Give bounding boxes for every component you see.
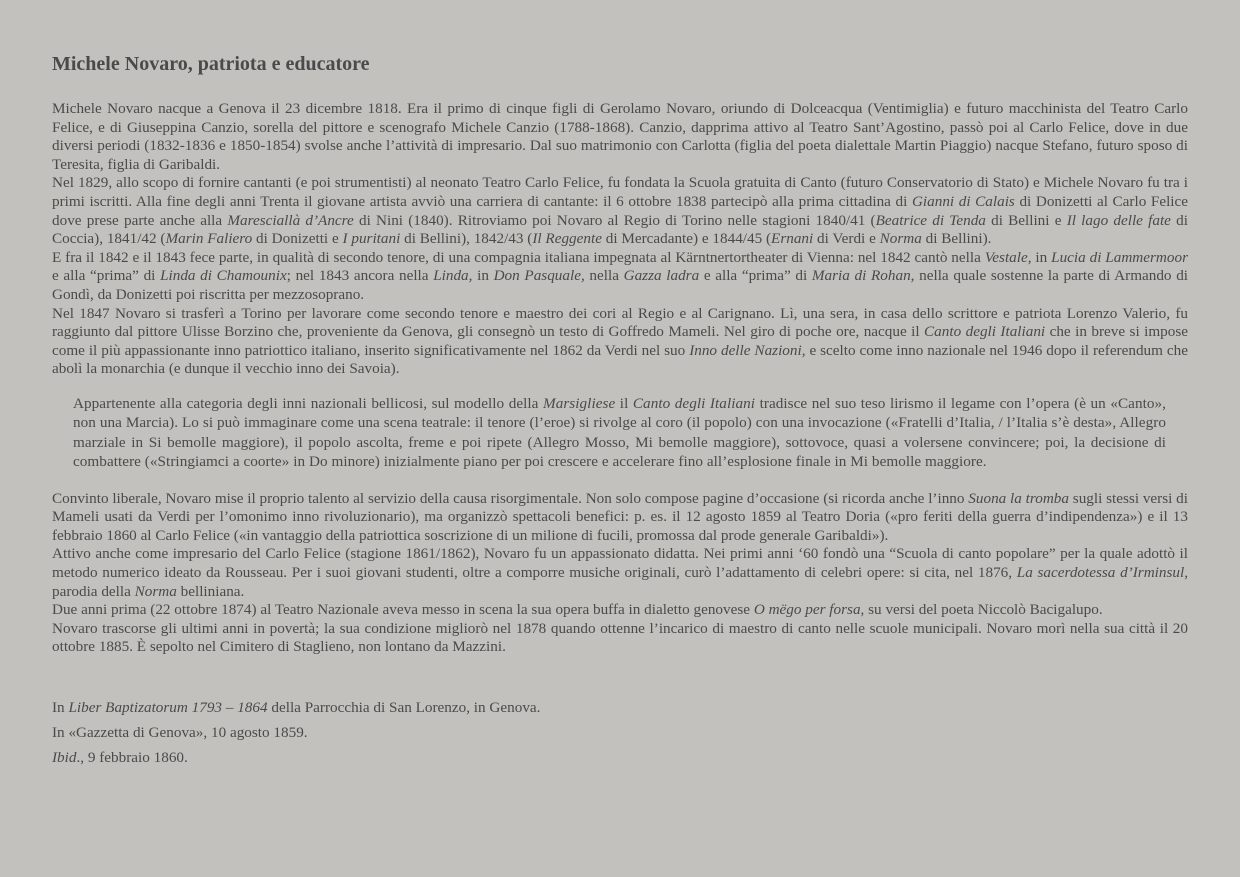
italic-text: Il Reggente <box>532 230 602 248</box>
italic-text: Marin Faliero <box>165 230 253 248</box>
text-run: Nel 1847 Novaro si trasferì a Torino per lavorare come secondo tenore e maestro dei cori al Regio e al Carignano. Lì, una sera, in casa dello scrittore e patriota Lorenzo Valerio, fu raggiunto dal pittore Ulisse Borzino che, proveniente da Genova, gli consegnò un testo di Goffredo Mameli. Nel giro di poche ore, nacque il <box>52 304 1188 341</box>
text-run: Novaro trascorse gli ultimi anni in povertà; la sua condizione migliorò nel 1878 quando ottenne l’incarico di maestro di canto nelle scuole municipali. Novaro morì nella sua città il 20 ottobre 1885. È sepolto nel Cimitero di Staglieno, non lontano da Mazzini. <box>52 619 1188 656</box>
footnote <box>52 720 1188 745</box>
text-run: Appartenente alla categoria degli inni nazionali bellicosi, sul modello della <box>73 394 543 412</box>
text-run: In «Gazzetta di Genova», 10 agosto 1859. <box>52 723 308 741</box>
text-run: Michele Novaro nacque a Genova il 23 dicembre 1818. Era il primo di cinque figli di Gerolamo Novaro, oriundo di Dolceacqua (Ventimiglia) e futuro macchinista del Teatro Carlo Felice, e di Giuseppina Canzio, sorella del pittore e scenografo Michele Canzio (1788-1868). Canzio, dapprima attivo al Teatro Sant’Agostino, passò poi al Carlo Felice, dove in due diversi periodi (1832-1836 e 1850-1854) svolse anche l’attività di impresario. Dal suo matrimonio con Carlotta (figlia del poeta dialettale Martin Piaggio) nacque Stefano, futuro sposo di Teresita, figlia di Garibaldi. <box>52 100 1188 173</box>
italic-text: La sacerdotessa d’Irminsul <box>1016 563 1185 581</box>
italic-text: Lucia di Lammermoor <box>1051 248 1188 266</box>
italic-text: Norma <box>134 582 177 600</box>
block-quote <box>73 394 1166 472</box>
paragraph <box>52 490 1188 546</box>
footnote <box>52 695 1188 720</box>
italic-text: Ernani <box>771 230 814 248</box>
text-run: ., 9 febbraio 1860. <box>76 748 188 766</box>
text-run: nella <box>584 267 624 285</box>
text-run: di Nini (1840). Ritroviamo poi Novaro al Regio di Torino nelle stagioni 1840/41 ( <box>353 211 876 229</box>
text-run: di Bellini e <box>985 211 1067 229</box>
text-run: ; nel 1843 ancora nella <box>286 267 434 285</box>
text-run: di Bellini). <box>921 230 992 248</box>
text-run: Attivo anche come impresario del Carlo Felice (stagione 1861/1862), Novaro fu un appassionato didatta. Nei primi anni ‘60 fondò una “Scuola di canto popolare” per la quale adottò il metodo numerico ideato da Rousseau. Per i suoi giovani studenti, oltre a comporre musiche originali, curò l’adattamento di celebri opere: si cita, nel 1876, <box>52 545 1188 581</box>
paragraph <box>52 174 1188 248</box>
italic-text: Gianni di Calais <box>911 192 1015 210</box>
italic-text: Canto degli Italiani <box>924 323 1046 341</box>
text-run: , parodia della <box>52 563 1188 600</box>
quote-paragraph <box>73 394 1166 472</box>
body-bottom <box>52 490 1188 657</box>
paragraph <box>52 100 1188 174</box>
italic-text: I puritani <box>342 230 401 248</box>
italic-text: O mëgo per forsa <box>753 601 861 619</box>
italic-text: Vestale, <box>984 248 1032 266</box>
italic-text: Norma <box>879 230 922 248</box>
text-run: della Parrocchia di San Lorenzo, in Genova. <box>267 698 541 716</box>
paragraph <box>52 545 1188 601</box>
text-run: sugli stessi versi di Mameli usati da Verdi per l’omonimo inno rivoluzionario), ma organizzò spettacoli benefici: p. es. il 12 agosto 1859 al Teatro Doria («pro feriti della guerra d’indipendenza») e il 13 febbraio 1860 al Carlo Felice («in vantaggio della patriottica soscrizione di un milione di fucili, promossa dal prode generale Garibaldi»). <box>52 489 1188 544</box>
italic-text: Maresciallà d’Ancre <box>227 211 354 229</box>
text-run: Due anni prima (22 ottobre 1874) al Teatro Nazionale aveva messo in scena la sua opera buffa in dialetto genovese <box>52 601 754 619</box>
italic-text: Canto degli Italiani <box>632 394 756 412</box>
italic-text: Il lago delle fate <box>1066 211 1171 229</box>
italic-text: Marsigliese <box>543 394 616 412</box>
text-run: di Bellini), 1842/43 ( <box>400 230 533 248</box>
text-run: in <box>472 267 494 285</box>
text-run: il <box>615 394 633 412</box>
text-run: in <box>1031 248 1052 266</box>
text-run: di Coccia), 1841/42 ( <box>52 211 1188 248</box>
text-run: , e scelto come inno nazionale nel 1946 dopo il referendum che abolì la monarchia (e dunque il vecchio inno dei Savoia). <box>52 341 1188 378</box>
text-run: che in breve si impose come il più appassionante inno patriottico italiano, inserito significativamente nel 1862 da Verdi nel suo <box>52 323 1188 359</box>
paragraph <box>52 249 1188 305</box>
italic-text: Ibid <box>52 748 77 766</box>
text-run: E fra il 1842 e il 1843 fece parte, in qualità di secondo tenore, di una compagnia italiana impegnata al Kärntnertortheater di Vienna: nel 1842 cantò nella <box>52 248 985 266</box>
italic-text: Gazza ladra <box>623 267 700 285</box>
text-run: di Donizetti al Carlo Felice dove prese parte anche alla <box>52 192 1189 229</box>
paragraph <box>52 620 1188 657</box>
text-run: di Verdi e <box>813 230 880 248</box>
text-run: tradisce nel suo teso lirismo il legame con l’opera (è un «Canto», non una Marcia). Lo si può immaginare come una scena teatrale: il tenore (l’eroe) si rivolge al coro (il popolo) con una invocazione («Fratelli d’Italia, / l’Italia s’è desta», Allegro marziale in Si bemolle maggiore), il popolo ascolta, freme e poi ripete (Allegro Mosso, Mi bemolle maggiore), sottovoce, quasi a volersene convincere; poi, la decisione di combattere («Stringiamci a coorte» in Do minore) inizialmente piano per poi crescere e accelerare fino all’esplosione finale in Mi bemolle maggiore. <box>73 394 1167 471</box>
text-run: belliniana. <box>176 582 245 600</box>
italic-text: Liber Baptizatorum 1793 – 1864 <box>68 698 268 716</box>
text-run: Convinto liberale, Novaro mise il proprio talento al servizio della causa risorgimentale. Non solo compose pagine d’occasione (si ricorda anche l’inno <box>52 489 969 507</box>
italic-text: Maria di Rohan, <box>811 267 915 285</box>
text-run: Nel 1829, allo scopo di fornire cantanti (e poi strumentisti) al neonato Teatro Carlo Felice, fu fondata la Scuola gratuita di Canto (futuro Conservatorio di Stato) e Michele Novaro fu tra i primi iscritti. Alla fine degli anni Trenta il giovane artista avviò una carriera di cantante: il 6 ottobre 1838 partecipò alla prima cittadina di <box>52 174 1188 210</box>
paragraph <box>52 601 1188 620</box>
italic-text: Linda di Chamounix <box>160 267 287 285</box>
italic-text: Inno delle Nazioni <box>689 341 802 359</box>
footnote <box>52 745 1188 770</box>
italic-text: Beatrice di Tenda <box>875 211 986 229</box>
text-run: e alla “prima” di <box>699 267 812 285</box>
italic-text: Don Pasquale, <box>493 267 585 285</box>
text-run: In <box>52 698 69 716</box>
text-run: nella quale sostenne la parte di Armando di Gondì, da Donizetti poi riscritta per mezzosoprano. <box>52 267 1189 303</box>
paragraph <box>52 305 1188 379</box>
body-top <box>52 100 1188 379</box>
italic-text: Linda, <box>433 267 473 285</box>
footnotes <box>52 695 1188 770</box>
italic-text: Suona la tromba <box>968 489 1069 507</box>
document-title: Michele Novaro, patriota e educatore <box>52 53 370 75</box>
text-run: di Donizetti e <box>252 230 343 248</box>
text-run: , su versi del poeta Niccolò Bacigalupo. <box>860 601 1103 619</box>
text-run: e alla “prima” di <box>52 267 161 285</box>
text-run: di Mercadante) e 1844/45 ( <box>601 230 772 248</box>
